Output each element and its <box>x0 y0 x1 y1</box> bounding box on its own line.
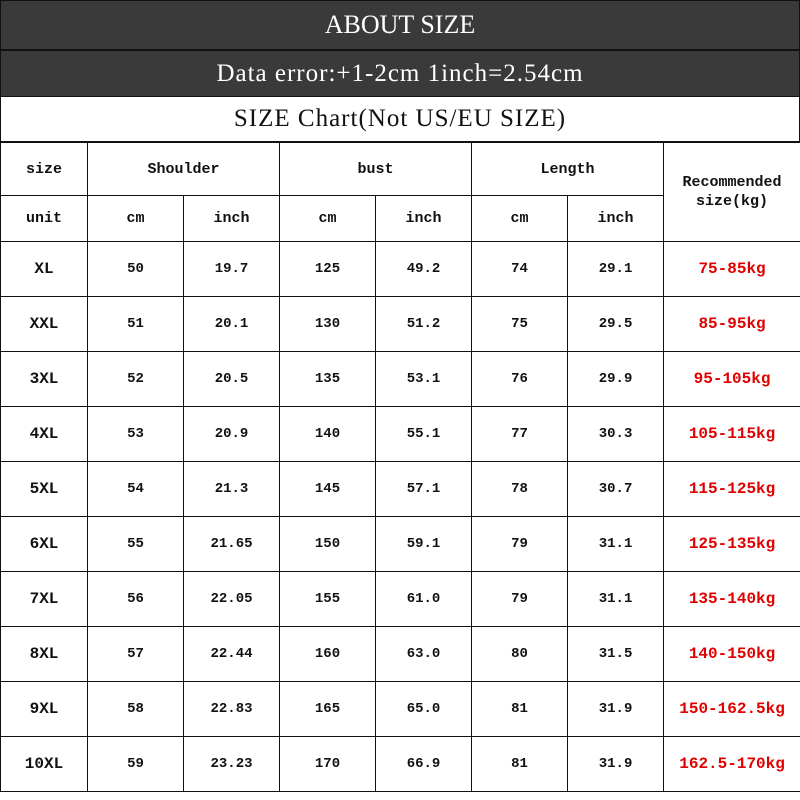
length-cm-cell: 81 <box>472 682 568 737</box>
size-cell: 6XL <box>1 517 88 572</box>
table-row <box>1 297 800 352</box>
size-cell: 3XL <box>1 352 88 407</box>
shoulder-cm-cell: 58 <box>88 682 184 737</box>
note-banner <box>0 50 800 97</box>
length-inch-header: inch <box>568 196 664 242</box>
shoulder-cm-cell: 51 <box>88 297 184 352</box>
title-banner <box>0 0 800 50</box>
page-title: ABOUT SIZE <box>324 10 476 39</box>
length-cm-cell: 80 <box>472 627 568 682</box>
table-row <box>1 737 800 792</box>
header-row-groups <box>1 143 800 196</box>
table-row <box>1 572 800 627</box>
bust-inch-cell: 59.1 <box>376 517 472 572</box>
length-cm-cell: 79 <box>472 572 568 627</box>
length-cm-cell: 76 <box>472 352 568 407</box>
bust-inch-cell: 57.1 <box>376 462 472 517</box>
size-cell: 5XL <box>1 462 88 517</box>
length-inch-cell: 31.1 <box>568 517 664 572</box>
shoulder-cm-cell: 57 <box>88 627 184 682</box>
shoulder-cm-cell: 53 <box>88 407 184 462</box>
length-inch-cell: 31.9 <box>568 737 664 792</box>
bust-cm-cell: 125 <box>280 242 376 297</box>
bust-inch-cell: 61.0 <box>376 572 472 627</box>
shoulder-inch-cell: 23.23 <box>184 737 280 792</box>
size-cell: 9XL <box>1 682 88 737</box>
shoulder-cm-cell: 56 <box>88 572 184 627</box>
recommended-weight-cell: 115-125kg <box>664 462 800 517</box>
recommended-weight-cell: 105-115kg <box>664 407 800 462</box>
bust-header: bust <box>280 143 472 196</box>
measurement-note: Data error:+1-2cm 1inch=2.54cm <box>216 59 584 87</box>
length-inch-cell: 29.1 <box>568 242 664 297</box>
length-inch-cell: 31.9 <box>568 682 664 737</box>
unit-header: unit <box>1 196 88 242</box>
table-row <box>1 407 800 462</box>
recommended-label-line1: Recommended <box>682 174 782 191</box>
length-inch-cell: 31.5 <box>568 627 664 682</box>
recommended-weight-cell: 135-140kg <box>664 572 800 627</box>
length-header: Length <box>472 143 664 196</box>
length-cm-cell: 77 <box>472 407 568 462</box>
recommended-weight-cell: 85-95kg <box>664 297 800 352</box>
shoulder-header: Shoulder <box>88 143 280 196</box>
bust-inch-cell: 51.2 <box>376 297 472 352</box>
shoulder-inch-cell: 22.83 <box>184 682 280 737</box>
chart-subtitle: SIZE Chart(Not US/EU SIZE) <box>233 105 567 132</box>
shoulder-cm-header: cm <box>88 196 184 242</box>
shoulder-inch-cell: 22.05 <box>184 572 280 627</box>
size-cell: 10XL <box>1 737 88 792</box>
size-cell: XL <box>1 242 88 297</box>
shoulder-cm-cell: 59 <box>88 737 184 792</box>
size-cell: 4XL <box>1 407 88 462</box>
bust-inch-cell: 66.9 <box>376 737 472 792</box>
shoulder-inch-header: inch <box>184 196 280 242</box>
bust-inch-cell: 49.2 <box>376 242 472 297</box>
shoulder-cm-cell: 52 <box>88 352 184 407</box>
bust-cm-cell: 130 <box>280 297 376 352</box>
chart-subtitle-bar <box>0 97 800 142</box>
bust-cm-cell: 155 <box>280 572 376 627</box>
bust-cm-cell: 140 <box>280 407 376 462</box>
size-cell: 7XL <box>1 572 88 627</box>
shoulder-inch-cell: 21.65 <box>184 517 280 572</box>
length-cm-cell: 78 <box>472 462 568 517</box>
table-row <box>1 627 800 682</box>
table-row <box>1 352 800 407</box>
bust-cm-header: cm <box>280 196 376 242</box>
size-cell: XXL <box>1 297 88 352</box>
size-table <box>0 142 800 792</box>
shoulder-inch-cell: 21.3 <box>184 462 280 517</box>
bust-cm-cell: 165 <box>280 682 376 737</box>
bust-inch-cell: 65.0 <box>376 682 472 737</box>
shoulder-cm-cell: 54 <box>88 462 184 517</box>
table-row <box>1 462 800 517</box>
table-row <box>1 682 800 737</box>
length-inch-cell: 29.5 <box>568 297 664 352</box>
length-inch-cell: 30.3 <box>568 407 664 462</box>
recommended-weight-cell: 150-162.5kg <box>664 682 800 737</box>
length-cm-cell: 79 <box>472 517 568 572</box>
size-header: size <box>1 143 88 196</box>
bust-cm-cell: 150 <box>280 517 376 572</box>
recommended-weight-cell: 125-135kg <box>664 517 800 572</box>
shoulder-cm-cell: 50 <box>88 242 184 297</box>
bust-inch-cell: 55.1 <box>376 407 472 462</box>
recommended-size-header <box>664 143 800 242</box>
size-cell: 8XL <box>1 627 88 682</box>
length-cm-cell: 81 <box>472 737 568 792</box>
bust-cm-cell: 170 <box>280 737 376 792</box>
bust-cm-cell: 135 <box>280 352 376 407</box>
recommended-weight-cell: 75-85kg <box>664 242 800 297</box>
length-inch-cell: 30.7 <box>568 462 664 517</box>
length-cm-cell: 75 <box>472 297 568 352</box>
length-inch-cell: 31.1 <box>568 572 664 627</box>
bust-inch-header: inch <box>376 196 472 242</box>
recommended-weight-cell: 162.5-170kg <box>664 737 800 792</box>
table-row <box>1 517 800 572</box>
shoulder-inch-cell: 22.44 <box>184 627 280 682</box>
bust-cm-cell: 145 <box>280 462 376 517</box>
recommended-weight-cell: 95-105kg <box>664 352 800 407</box>
shoulder-inch-cell: 20.1 <box>184 297 280 352</box>
shoulder-inch-cell: 20.9 <box>184 407 280 462</box>
shoulder-inch-cell: 20.5 <box>184 352 280 407</box>
bust-inch-cell: 63.0 <box>376 627 472 682</box>
bust-inch-cell: 53.1 <box>376 352 472 407</box>
length-cm-header: cm <box>472 196 568 242</box>
shoulder-cm-cell: 55 <box>88 517 184 572</box>
recommended-weight-cell: 140-150kg <box>664 627 800 682</box>
shoulder-inch-cell: 19.7 <box>184 242 280 297</box>
bust-cm-cell: 160 <box>280 627 376 682</box>
table-row <box>1 242 800 297</box>
length-cm-cell: 74 <box>472 242 568 297</box>
length-inch-cell: 29.9 <box>568 352 664 407</box>
recommended-label-line2: size(kg) <box>696 193 769 210</box>
